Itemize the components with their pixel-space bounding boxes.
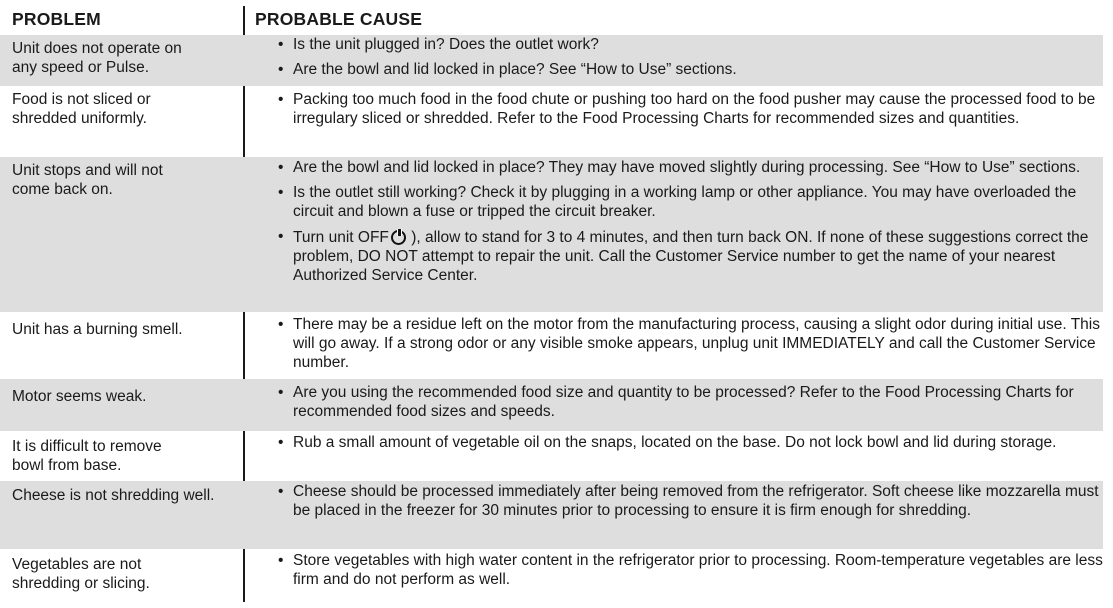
cause-item [278, 482, 1106, 520]
cause-list [278, 383, 1106, 421]
table-row [0, 35, 1103, 86]
table-row [0, 481, 1103, 549]
problem-text: It is difficult to remove bowl from base. [12, 438, 162, 474]
cause-text: Is the unit plugged in? Does the outlet work? [293, 36, 599, 53]
cause-item [278, 183, 1106, 221]
cause-text: Is the outlet still working? Check it by plugging in a working lamp or other appliance. You may have overloaded the circuit and blown a fuse or tripped the circuit breaker. [293, 184, 1077, 220]
table-row [0, 312, 1103, 379]
cause-list [278, 158, 1106, 285]
cause-item [278, 60, 1106, 79]
table-row [0, 379, 1103, 431]
cause-text: Rub a small amount of vegetable oil on the snaps, located on the base. Do not lock bowl and lid during storage. [293, 434, 1057, 451]
problem-text: Unit has a burning smell. [12, 321, 183, 338]
problem-column-header: PROBLEM [12, 9, 101, 29]
bullet: • [278, 384, 284, 401]
cause-list [278, 90, 1106, 128]
cause-text: Are the bowl and lid locked in place? They may have moved slightly during processing. See “How to Use” sections. [293, 159, 1081, 176]
cause-list [278, 433, 1106, 452]
cause-text: Are you using the recommended food size and quantity to be processed? Refer to the Food Processing Charts for recommended food sizes and speeds. [293, 384, 1074, 420]
cause-text: ), allow to stand for 3 to 4 minutes, and then turn back ON. If none of these suggestions correct the problem, DO NOT attempt to repair the unit. Call the Customer Service number to get the name of your nearest Authorized Service Center. [293, 229, 1089, 284]
problem-text: Food is not sliced or shredded uniformly. [12, 91, 151, 127]
table-row [0, 431, 1103, 481]
power-icon [391, 230, 406, 245]
cause-item [278, 433, 1106, 452]
bullet: • [278, 228, 284, 245]
cause-item [278, 158, 1106, 177]
table-row [0, 157, 1103, 312]
problem-text: Unit does not operate on any speed or Pulse. [12, 40, 182, 76]
bullet: • [278, 316, 284, 333]
cause-text: Packing too much food in the food chute or pushing too hard on the food pusher may cause the processed food to be irregulary sliced or shredded. Refer to the Food Processing Charts for recommended sizes and quantities. [293, 91, 1096, 127]
cause-text: Store vegetables with high water content in the refrigerator prior to processing. Room-temperature vegetables are less firm and do not perform as well. [293, 552, 1103, 588]
cause-text: Are the bowl and lid locked in place? See “How to Use” sections. [293, 61, 737, 78]
problem-text: Cheese is not shredding well. [12, 487, 215, 504]
cause-item [278, 90, 1106, 128]
bullet: • [278, 36, 284, 53]
cause-text: There may be a residue left on the motor from the manufacturing process, causing a slight odor during initial use. This will go away. If a strong odor or any visible smoke appears, unplug unit IMMEDIATELY and call the Customer Service number. [293, 316, 1100, 371]
cause-item [278, 383, 1106, 421]
cause-item [278, 227, 1106, 285]
cause-list [278, 482, 1106, 520]
bullet: • [278, 61, 284, 78]
problem-text: Motor seems weak. [12, 388, 147, 405]
cause-item [278, 551, 1106, 589]
cause-text: Cheese should be processed immediately after being removed from the refrigerator. Soft cheese like mozzarella must be placed in the freezer for 30 minutes prior to processing to ensure it is firm enough for shredding. [293, 483, 1099, 519]
probable-cause-column-header: PROBABLE CAUSE [255, 9, 423, 29]
bullet: • [278, 91, 284, 108]
cause-text: Turn unit OFF [293, 229, 389, 246]
bullet: • [278, 184, 284, 201]
problem-text: Vegetables are not shredding or slicing. [12, 556, 150, 592]
problem-text: Unit stops and will not come back on. [12, 162, 163, 198]
bullet: • [278, 159, 284, 176]
cause-item [278, 35, 1106, 54]
table-row [0, 86, 1103, 157]
bullet: • [278, 483, 284, 500]
bullet: • [278, 434, 284, 451]
table-row [0, 549, 1103, 604]
cause-list [278, 35, 1106, 79]
cause-list [278, 551, 1106, 589]
bullet: • [278, 552, 284, 569]
cause-item [278, 315, 1106, 372]
cause-list [278, 315, 1106, 372]
